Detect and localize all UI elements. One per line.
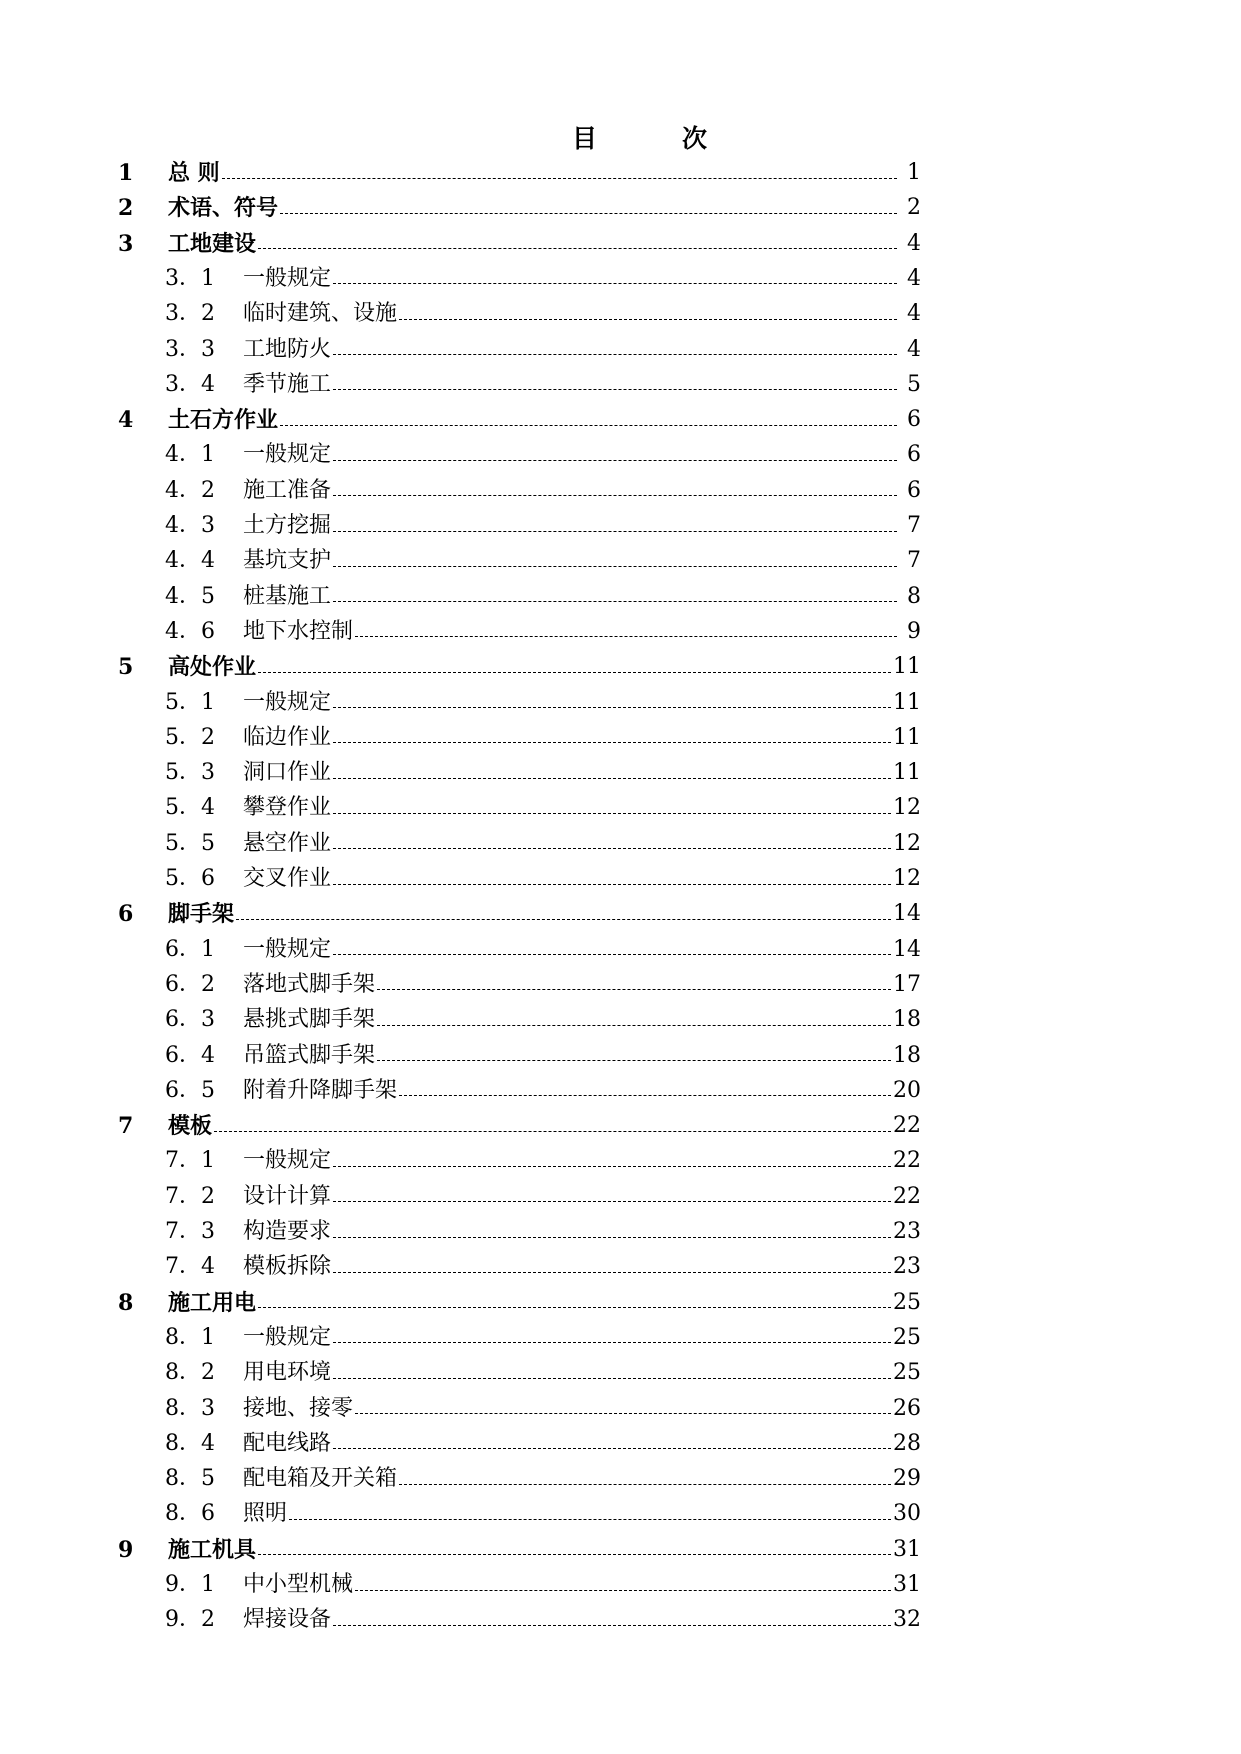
toc-entry-page: 12 <box>893 866 921 891</box>
toc-entry-page: 9 <box>907 618 921 644</box>
toc-entry-page: 12 <box>893 830 921 856</box>
toc-entry-number: 3．1 <box>165 265 215 291</box>
toc-title-left: 目 <box>572 124 598 153</box>
toc-section-entry[interactable] <box>165 614 921 650</box>
dotted-leader <box>377 1060 891 1061</box>
toc-entry-page: 32 <box>893 1607 921 1633</box>
dotted-leader <box>222 178 897 179</box>
toc-chapter-entry[interactable] <box>118 402 921 438</box>
dotted-leader <box>377 1025 891 1026</box>
toc-entry-page: 22 <box>893 1113 921 1139</box>
toc-entry-number: 5．5 <box>165 830 215 856</box>
toc-chapter-entry[interactable] <box>118 1108 921 1144</box>
dotted-leader <box>333 1448 891 1449</box>
toc-section-entry[interactable] <box>165 1567 921 1603</box>
toc-entry-label: 工地建设 <box>168 230 257 257</box>
toc-entry-page: 11 <box>893 760 921 786</box>
toc-entry-label: 季节施工 <box>243 371 332 397</box>
toc-section-entry[interactable] <box>165 473 921 509</box>
toc-chapter-entry[interactable] <box>118 1285 921 1321</box>
dotted-leader <box>333 460 897 461</box>
toc-section-entry[interactable] <box>165 720 921 756</box>
toc-entry-number: 5．6 <box>165 866 215 891</box>
toc-entry-number: 4．4 <box>165 548 215 574</box>
dotted-leader <box>355 636 897 637</box>
toc-entry-page: 14 <box>893 901 921 927</box>
toc-entry-page: 22 <box>893 1183 921 1209</box>
toc-section-entry[interactable] <box>165 1179 921 1215</box>
toc-section-entry[interactable] <box>165 543 921 579</box>
toc-entry-label: 落地式脚手架 <box>243 971 376 997</box>
toc-chapter-entry[interactable] <box>118 1532 921 1568</box>
toc-section-entry[interactable] <box>165 579 921 615</box>
dotted-leader <box>214 1131 891 1132</box>
toc-entry-number: 8．4 <box>165 1430 215 1456</box>
toc-section-entry[interactable] <box>165 1391 921 1427</box>
toc-entry-page: 26 <box>893 1395 921 1421</box>
toc-section-entry[interactable] <box>165 1496 921 1532</box>
toc-section-entry[interactable] <box>165 1002 921 1038</box>
dotted-leader <box>258 1307 891 1308</box>
toc-entry-page: 7 <box>907 548 921 574</box>
toc-entry-label: 一般规定 <box>243 689 332 715</box>
toc-section-entry[interactable] <box>165 332 921 368</box>
toc-entry-label: 一般规定 <box>243 265 332 291</box>
toc-section-entry[interactable] <box>165 1249 921 1285</box>
dotted-leader <box>399 1484 891 1485</box>
dotted-leader <box>333 1237 891 1238</box>
toc-section-entry[interactable] <box>165 1214 921 1250</box>
toc-title <box>0 119 1241 159</box>
toc-entry-number: 8．3 <box>165 1395 215 1421</box>
toc-entry-number: 6．5 <box>165 1077 215 1103</box>
toc-section-entry[interactable] <box>165 755 921 791</box>
toc-entry-page: 28 <box>893 1430 921 1456</box>
toc-entry-number: 3．2 <box>165 301 215 327</box>
toc-section-entry[interactable] <box>165 296 921 332</box>
dotted-leader <box>399 319 897 320</box>
dotted-leader <box>333 954 891 955</box>
toc-entry-number: 7．3 <box>165 1219 215 1244</box>
toc-section-entry[interactable] <box>165 826 921 862</box>
toc-entry-label: 附着升降脚手架 <box>243 1077 398 1103</box>
toc-section-entry[interactable] <box>165 967 921 1003</box>
dotted-leader <box>333 1201 891 1202</box>
toc-entry-page: 8 <box>907 583 921 609</box>
toc-entry-label: 吊篮式脚手架 <box>243 1042 376 1068</box>
toc-entry-label: 模板 <box>168 1113 213 1140</box>
toc-section-entry[interactable] <box>165 437 921 473</box>
toc-entry-number: 8 <box>118 1289 134 1316</box>
toc-entry-page: 23 <box>893 1254 921 1280</box>
dotted-leader <box>377 989 891 990</box>
toc-entry-number: 5．2 <box>165 724 215 750</box>
toc-entry-page: 22 <box>893 1148 921 1174</box>
toc-entry-label: 一般规定 <box>243 442 332 468</box>
dotted-leader <box>333 1625 891 1626</box>
toc-chapter-entry[interactable] <box>118 155 921 191</box>
toc-entry-number: 3．3 <box>165 336 215 362</box>
toc-entry-label: 用电环境 <box>243 1360 332 1386</box>
toc-entry-number: 5 <box>118 654 134 681</box>
toc-entry-page: 25 <box>893 1324 921 1350</box>
dotted-leader <box>333 389 897 390</box>
toc-entry-number: 3 <box>118 230 134 257</box>
dotted-leader <box>236 919 891 920</box>
toc-entry-page: 11 <box>893 689 921 715</box>
toc-section-entry[interactable] <box>165 261 921 297</box>
toc-entry-number: 8．1 <box>165 1324 215 1350</box>
toc-entry-number: 6．3 <box>165 1007 215 1033</box>
toc-entry-number: 1 <box>118 160 134 186</box>
dotted-leader <box>333 707 891 708</box>
dotted-leader <box>258 1554 891 1555</box>
toc-entry-label: 照明 <box>243 1501 288 1527</box>
toc-entry-label: 配电线路 <box>243 1430 332 1456</box>
toc-entry-page: 6 <box>907 407 921 433</box>
toc-entry-label: 脚手架 <box>168 901 235 928</box>
toc-entry-label: 模板拆除 <box>243 1254 332 1280</box>
toc-entry-number: 3．4 <box>165 371 215 397</box>
toc-entry-number: 5．3 <box>165 760 215 786</box>
toc-entry-number: 4 <box>118 407 134 434</box>
toc-entry-label: 洞口作业 <box>243 760 332 786</box>
toc-entry-label: 一般规定 <box>243 936 332 962</box>
toc-section-entry[interactable] <box>165 1320 921 1356</box>
toc-entry-label: 土方挖掘 <box>243 513 332 538</box>
dotted-leader <box>333 495 897 496</box>
toc-entry-number: 4．5 <box>165 583 215 609</box>
toc-title-right: 次 <box>682 124 708 153</box>
toc-entry-page: 4 <box>907 265 921 291</box>
toc-entry-page: 4 <box>907 230 921 256</box>
toc-section-entry[interactable] <box>165 1143 921 1179</box>
toc-entry-number: 8．6 <box>165 1501 215 1527</box>
toc-entry-label: 攀登作业 <box>243 795 332 821</box>
toc-entry-label: 工地防火 <box>243 336 332 362</box>
toc-entry-number: 7．2 <box>165 1183 215 1209</box>
toc-entry-page: 5 <box>907 371 921 397</box>
toc-entry-number: 4．6 <box>165 618 215 644</box>
dotted-leader <box>258 672 891 673</box>
toc-entry-label: 基坑支护 <box>243 548 332 574</box>
toc-section-entry[interactable] <box>165 790 921 826</box>
toc-entry-page: 23 <box>893 1219 921 1244</box>
dotted-leader <box>333 848 891 849</box>
toc-section-entry[interactable] <box>165 508 921 544</box>
dotted-leader <box>355 1590 891 1591</box>
toc-entry-page: 29 <box>893 1466 921 1492</box>
toc-entry-label: 设计计算 <box>243 1183 332 1209</box>
toc-entry-page: 11 <box>893 654 921 680</box>
toc-entry-page: 4 <box>907 336 921 362</box>
toc-entry-label: 配电箱及开关箱 <box>243 1466 398 1492</box>
dotted-leader <box>333 1166 891 1167</box>
dotted-leader <box>355 1413 891 1414</box>
toc-entry-number: 5．4 <box>165 795 215 821</box>
toc-entry-page: 25 <box>893 1360 921 1386</box>
dotted-leader <box>333 813 891 814</box>
toc-entry-number: 9．2 <box>165 1607 215 1633</box>
toc-entry-page: 4 <box>907 301 921 327</box>
toc-section-entry[interactable] <box>165 1038 921 1074</box>
toc-entry-number: 9 <box>118 1536 134 1563</box>
toc-entry-label: 悬空作业 <box>243 830 332 856</box>
toc-entry-number: 6 <box>118 901 134 928</box>
toc-section-entry[interactable] <box>165 1073 921 1109</box>
toc-entry-page: 12 <box>893 795 921 821</box>
toc-section-entry[interactable] <box>165 1426 921 1462</box>
toc-entry-page: 14 <box>893 936 921 962</box>
toc-entry-label: 施工用电 <box>168 1289 257 1316</box>
toc-entry-label: 总 则 <box>168 160 220 186</box>
toc-entry-page: 7 <box>907 513 921 538</box>
toc-entry-number: 7 <box>118 1113 134 1140</box>
dotted-leader <box>333 742 891 743</box>
toc-entry-label: 焊接设备 <box>243 1607 332 1633</box>
toc-entry-label: 高处作业 <box>168 654 257 681</box>
toc-entry-page: 25 <box>893 1289 921 1315</box>
toc-entry-number: 4．2 <box>165 477 215 503</box>
toc-entry-page: 11 <box>893 724 921 750</box>
dotted-leader <box>333 566 897 567</box>
toc-entry-number: 9．1 <box>165 1572 215 1597</box>
toc-entry-number: 6．4 <box>165 1042 215 1068</box>
toc-section-entry[interactable] <box>165 1602 921 1638</box>
dotted-leader <box>333 601 897 602</box>
toc-entry-label: 一般规定 <box>243 1148 332 1174</box>
dotted-leader <box>280 213 897 214</box>
toc-entry-label: 施工准备 <box>243 477 332 503</box>
toc-entry-number: 6．1 <box>165 936 215 962</box>
toc-chapter-entry[interactable] <box>118 226 921 262</box>
toc-entry-number: 7．4 <box>165 1254 215 1280</box>
toc-entry-label: 中小型机械 <box>243 1572 354 1597</box>
toc-entry-number: 6．2 <box>165 971 215 997</box>
toc-entry-label: 悬挑式脚手架 <box>243 1007 376 1033</box>
toc-entry-page: 18 <box>893 1042 921 1068</box>
dotted-leader <box>399 1095 891 1096</box>
toc-entry-label: 施工机具 <box>168 1536 257 1563</box>
toc-entry-page: 30 <box>893 1501 921 1527</box>
toc-entry-number: 5．1 <box>165 689 215 715</box>
dotted-leader <box>333 1342 891 1343</box>
dotted-leader <box>289 1519 891 1520</box>
dotted-leader <box>333 354 897 355</box>
toc-section-entry[interactable] <box>165 1461 921 1497</box>
dotted-leader <box>333 1378 891 1379</box>
toc-entry-page: 2 <box>907 195 921 221</box>
toc-entry-page: 20 <box>893 1077 921 1103</box>
toc-entry-page: 1 <box>907 160 921 185</box>
toc-entry-label: 地下水控制 <box>243 618 354 644</box>
toc-chapter-entry[interactable] <box>118 649 921 685</box>
toc-section-entry[interactable] <box>165 932 921 968</box>
dotted-leader <box>333 531 897 532</box>
dotted-leader <box>333 884 891 885</box>
toc-entry-page: 6 <box>907 442 921 468</box>
dotted-leader <box>333 1272 891 1273</box>
dotted-leader <box>258 248 897 249</box>
toc-entry-number: 2 <box>118 195 134 222</box>
toc-entry-label: 临时建筑、设施 <box>243 301 398 327</box>
toc-entry-label: 术语、符号 <box>168 195 279 222</box>
toc-entry-page: 17 <box>893 971 921 997</box>
toc-chapter-entry[interactable] <box>118 190 921 226</box>
toc-entry-number: 7．1 <box>165 1148 215 1174</box>
toc-entry-number: 4．3 <box>165 513 215 538</box>
toc-entry-number: 8．2 <box>165 1360 215 1386</box>
toc-entry-label: 土石方作业 <box>168 407 279 434</box>
dotted-leader <box>333 283 897 284</box>
toc-entry-label: 临边作业 <box>243 724 332 750</box>
toc-entry-label: 构造要求 <box>243 1219 332 1244</box>
toc-entry-page: 31 <box>893 1572 921 1597</box>
toc-section-entry[interactable] <box>165 1355 921 1391</box>
toc-entry-label: 一般规定 <box>243 1324 332 1350</box>
toc-entry-label: 交叉作业 <box>243 866 332 891</box>
toc-section-entry[interactable] <box>165 367 921 403</box>
toc-entry-page: 31 <box>893 1536 921 1562</box>
toc-entry-number: 4．1 <box>165 442 215 468</box>
toc-chapter-entry[interactable] <box>118 896 921 932</box>
toc-entry-page: 18 <box>893 1007 921 1033</box>
dotted-leader <box>333 778 891 779</box>
toc-section-entry[interactable] <box>165 685 921 721</box>
dotted-leader <box>280 425 897 426</box>
toc-entry-page: 6 <box>907 477 921 503</box>
toc-section-entry[interactable] <box>165 861 921 897</box>
toc-entry-label: 桩基施工 <box>243 583 332 609</box>
toc-entry-label: 接地、接零 <box>243 1395 354 1421</box>
toc-entry-number: 8．5 <box>165 1466 215 1492</box>
